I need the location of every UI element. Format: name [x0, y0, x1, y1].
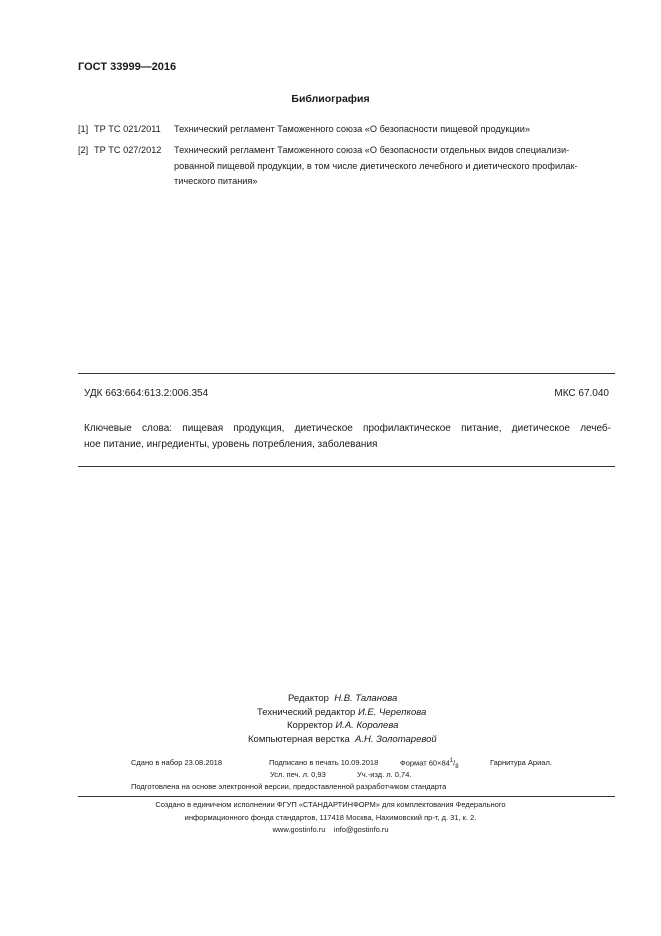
bibliography-ref-2	[78, 143, 608, 191]
ref-number: [2]	[78, 145, 89, 155]
print-sent: Сдано в набор 23.08.2018	[131, 758, 222, 767]
staff-proofreader: Корректор И.А. Королева	[287, 720, 399, 731]
staff-editor: Редактор Н.В. Таланова	[288, 693, 398, 704]
divider-top	[78, 373, 615, 374]
ref-code: ТР ТС 027/2012	[94, 145, 162, 155]
bibliography-ref-1	[78, 122, 608, 138]
staff-tech-editor: Технический редактор И.Е. Черепкова	[257, 706, 427, 718]
website-link[interactable]: www.gostinfo.ru	[272, 825, 326, 834]
ref-number: [1]	[78, 124, 89, 134]
keywords-line-2: ное питание, ингредиенты, уровень потребления, заболевания	[84, 439, 378, 450]
ref-text: Технический регламент Таможенного союза «О безопасности отдельных видов специализи- рованной пищевой продукции, в том числе диетического лечебного и диетического профилак- тического питания»	[174, 145, 578, 186]
divider-middle	[78, 466, 615, 467]
credits-line-2: информационного фонда стандартов, 117418 Москва, Нахимовский пр-т, д. 31, к. 2.	[184, 812, 477, 822]
document-code: ГОСТ 33999—2016	[78, 61, 177, 73]
print-edition: Уч.-изд. л. 0,74.	[357, 770, 412, 779]
credits-contacts	[0, 824, 661, 837]
print-sheets: Усл. печ. л. 0,93	[270, 770, 326, 779]
mks-code: МКС 67.040	[554, 388, 609, 399]
udk-code: УДК 663:664:613.2:006.354	[84, 388, 209, 399]
print-prepared: Подготовлена на основе электронной версии, предоставленной разработчиком стандарта	[131, 782, 447, 791]
email-link[interactable]: info@gostinfo.ru	[333, 825, 389, 834]
print-format: Формат $60\times 84^1/_8$	[400, 758, 459, 770]
ref-text: Технический регламент Таможенного союза «О безопасности пищевой продукции»	[174, 124, 531, 134]
print-font: Гарнитура Ариал.	[490, 758, 552, 767]
divider-bottom	[78, 796, 615, 797]
publisher-credits	[0, 799, 661, 837]
keywords-line-1: Ключевые слова: пищевая продукция, диетическое профилактическое питание, диетическое лечеб-	[84, 423, 611, 434]
ref-code: ТР ТС 021/2011	[94, 124, 161, 134]
staff-list	[0, 692, 661, 746]
print-signed: Подписано в печать 10.09.2018	[269, 758, 379, 767]
bibliography-title: Библиография	[291, 93, 370, 105]
keywords	[84, 421, 611, 453]
staff-layout: Компьютерная верстка А.Н. Золотаревой	[248, 733, 437, 745]
credits-line-1: Создано в единичном исполнении ФГУП «СТАНДАРТИНФОРМ» для комплектования Федерального	[155, 800, 506, 809]
